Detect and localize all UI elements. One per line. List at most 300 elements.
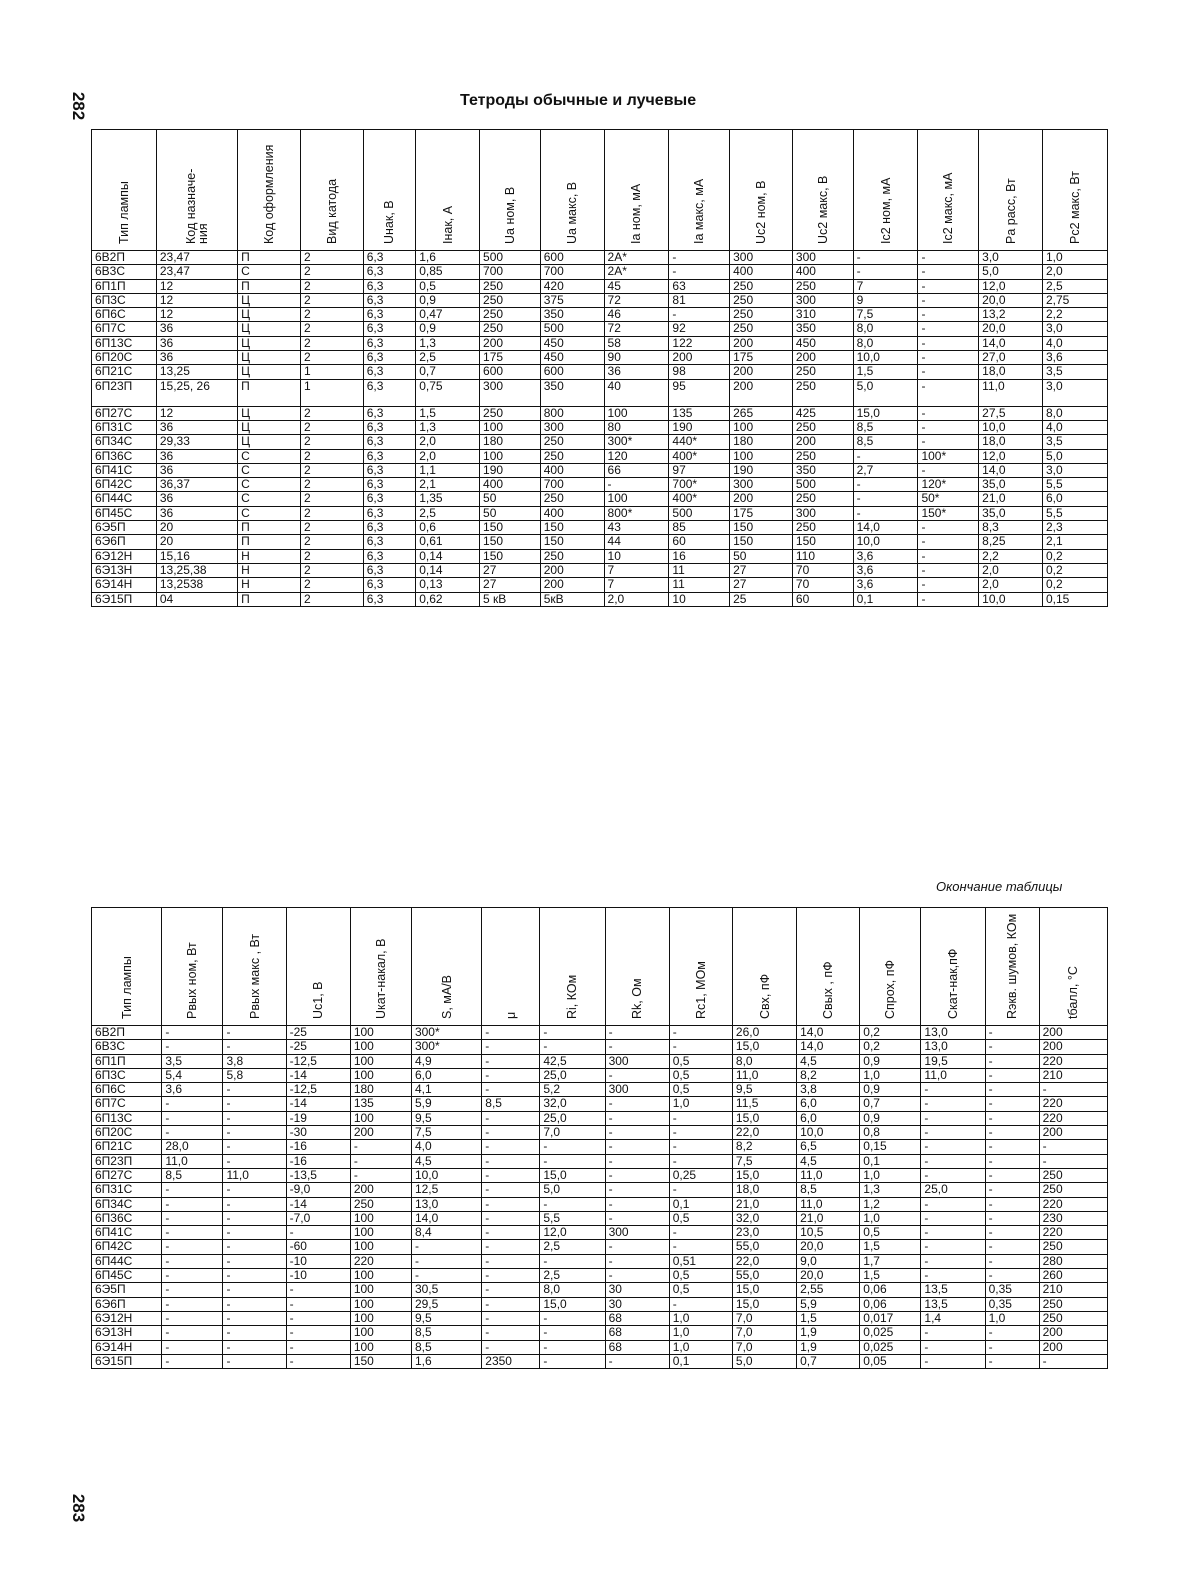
table-cell: - — [918, 406, 979, 420]
table-cell: 1,7 — [860, 1254, 921, 1268]
table-cell: 250 — [540, 549, 604, 563]
table-cell: - — [350, 1154, 411, 1168]
table-cell: - — [669, 1297, 732, 1311]
table-cell: 4,5 — [797, 1054, 860, 1068]
table-cell: 2 — [300, 492, 363, 506]
table-cell: 700 — [540, 265, 604, 279]
table-cell: - — [669, 1126, 732, 1140]
table-cell: 15,0 — [540, 1297, 605, 1311]
table-cell: - — [540, 1197, 605, 1211]
table-cell: 6П34С — [92, 435, 157, 449]
table-cell: 6,3 — [363, 492, 415, 506]
column-header-label: Uнак, В — [382, 200, 397, 244]
table-cell: - — [985, 1340, 1039, 1354]
table-cell: - — [162, 1240, 223, 1254]
table-cell: 600 — [540, 251, 604, 265]
table-cell: - — [1039, 1083, 1107, 1097]
table-cell: 250 — [792, 521, 853, 535]
table-cell: 1 — [300, 379, 363, 406]
table-cell: 6П6С — [92, 1083, 162, 1097]
table-cell: - — [985, 1240, 1039, 1254]
table-cell: 200 — [1039, 1040, 1107, 1054]
table-cell: 27 — [480, 578, 541, 592]
table-cell: 6П27С — [92, 406, 157, 420]
table-cell: 18,0 — [979, 365, 1043, 379]
column-header — [286, 908, 350, 1026]
table-cell: 1,2 — [860, 1197, 921, 1211]
table-row — [92, 1140, 1108, 1154]
table-cell: 800* — [604, 506, 669, 520]
table-cell: 0,017 — [860, 1311, 921, 1325]
table-cell: 27 — [730, 563, 793, 577]
table-cell: 2 — [300, 336, 363, 350]
table-cell: 8,0 — [853, 336, 918, 350]
table-cell: 4,1 — [411, 1083, 481, 1097]
table-cell: 6,3 — [363, 251, 415, 265]
table-cell: 200 — [730, 379, 793, 406]
table-cell: 300 — [605, 1083, 669, 1097]
table-cell: 10,0 — [979, 420, 1043, 434]
column-header-label: Uс1, В — [311, 981, 326, 1019]
table-cell: 2,0 — [979, 563, 1043, 577]
column-header — [860, 908, 921, 1026]
table-cell: 8,5 — [482, 1097, 540, 1111]
table-cell: 22,0 — [732, 1254, 796, 1268]
column-header — [363, 130, 415, 251]
table-row — [92, 1126, 1108, 1140]
table-cell: 800 — [540, 406, 604, 420]
table-cell: 1,5 — [860, 1269, 921, 1283]
table-cell: 7,0 — [540, 1126, 605, 1140]
table-cell: 300* — [604, 435, 669, 449]
table-cell: 6П13С — [92, 1111, 162, 1125]
table-cell: 14,0 — [797, 1026, 860, 1040]
table-cell: 11,0 — [979, 379, 1043, 406]
table-cell: 6,3 — [363, 478, 415, 492]
table-cell: 58 — [604, 336, 669, 350]
column-header — [540, 908, 605, 1026]
table-row — [92, 1097, 1108, 1111]
table-cell: 5,9 — [411, 1097, 481, 1111]
table-cell: 6,3 — [363, 265, 415, 279]
table-cell: - — [482, 1140, 540, 1154]
table-cell: -25 — [286, 1040, 350, 1054]
table-cell: - — [921, 1111, 985, 1125]
table-cell: 350 — [792, 463, 853, 477]
table-cell: 5,4 — [162, 1068, 223, 1082]
table-cell: 14,0 — [411, 1211, 481, 1225]
table-cell: 0,51 — [669, 1254, 732, 1268]
table-cell: 0,2 — [1042, 563, 1107, 577]
table-cell: 25,0 — [540, 1068, 605, 1082]
table-cell: 200 — [792, 435, 853, 449]
table-cell: - — [223, 1226, 286, 1240]
table-cell: 100 — [604, 406, 669, 420]
column-header-label: Uа ном, В — [502, 186, 517, 244]
table-cell: 0,5 — [669, 1283, 732, 1297]
table-cell: 6,3 — [363, 322, 415, 336]
table-cell: 8,5 — [162, 1168, 223, 1182]
table-cell: 1,0 — [1042, 251, 1107, 265]
table-cell: 6,3 — [363, 336, 415, 350]
table-cell: 6Э15П — [92, 592, 157, 606]
table-cell: 7 — [604, 578, 669, 592]
table-cell: - — [223, 1211, 286, 1225]
table-cell: - — [223, 1311, 286, 1325]
table-cell: - — [918, 521, 979, 535]
table-row — [92, 1354, 1108, 1368]
table-cell: - — [540, 1326, 605, 1340]
table-row — [92, 1326, 1108, 1340]
table-cell: 200 — [480, 336, 541, 350]
table-cell: С — [238, 478, 301, 492]
table-cell: - — [921, 1326, 985, 1340]
table-cell: - — [669, 251, 730, 265]
table-cell: - — [540, 1340, 605, 1354]
table-cell: 2350 — [482, 1354, 540, 1368]
table-cell: - — [921, 1354, 985, 1368]
table-cell: 1,0 — [860, 1168, 921, 1182]
table-row — [92, 1269, 1108, 1283]
table-cell: 1,9 — [797, 1340, 860, 1354]
table-cell: 6П23П — [92, 1154, 162, 1168]
tetrode-table-continuation — [91, 907, 1108, 1369]
table-cell: 11,0 — [162, 1154, 223, 1168]
table-cell: 100 — [350, 1240, 411, 1254]
column-header-label: Uс2 ном, В — [754, 180, 768, 244]
table-cell: -25 — [286, 1026, 350, 1040]
table-cell: - — [918, 351, 979, 365]
table-cell: 2,5 — [1042, 279, 1107, 293]
table-cell: 0,5 — [669, 1083, 732, 1097]
table-cell: 6,0 — [1042, 492, 1107, 506]
table-cell: 11,0 — [921, 1068, 985, 1082]
table-cell: 0,2 — [860, 1026, 921, 1040]
table-cell: 36,37 — [156, 478, 237, 492]
table-cell: 200 — [540, 563, 604, 577]
table-cell: - — [853, 506, 918, 520]
table-row — [92, 293, 1108, 307]
table-cell: 27,5 — [979, 406, 1043, 420]
table-cell: 400 — [540, 506, 604, 520]
table-cell: 40 — [604, 379, 669, 406]
table-cell: 98 — [669, 365, 730, 379]
table-cell: 6,3 — [363, 406, 415, 420]
table-cell: - — [162, 1026, 223, 1040]
table-cell: 6П44С — [92, 492, 157, 506]
table-cell: 0,5 — [860, 1226, 921, 1240]
table-cell: 15,16 — [156, 549, 237, 563]
table-cell: 2,2 — [1042, 308, 1107, 322]
table-cell: 0,7 — [416, 365, 480, 379]
table-cell: 1,0 — [669, 1311, 732, 1325]
table-cell: 20,0 — [797, 1240, 860, 1254]
table-cell: 200 — [350, 1183, 411, 1197]
table-cell: 2,0 — [416, 449, 480, 463]
table-continuation-label: Окончание таблицы — [936, 879, 1063, 894]
table-cell: 12,0 — [540, 1226, 605, 1240]
table-cell: - — [482, 1297, 540, 1311]
table-cell: 300 — [792, 251, 853, 265]
table-cell: - — [162, 1111, 223, 1125]
table-cell: 60 — [669, 535, 730, 549]
table-cell: - — [918, 308, 979, 322]
table-cell: 400 — [480, 478, 541, 492]
table-cell: П — [238, 521, 301, 535]
table-cell: 2,0 — [1042, 265, 1107, 279]
table-cell: 500 — [480, 251, 541, 265]
table-cell: - — [162, 1297, 223, 1311]
table-cell: 3,5 — [1042, 435, 1107, 449]
table-cell: 190 — [669, 420, 730, 434]
table-cell: 2,0 — [416, 435, 480, 449]
table-cell: 5,0 — [1042, 449, 1107, 463]
table-cell: 700 — [540, 478, 604, 492]
table-cell: 6П41С — [92, 1226, 162, 1240]
table-cell: 8,5 — [853, 420, 918, 434]
table-cell: 4,5 — [411, 1154, 481, 1168]
table-cell: 250 — [1039, 1168, 1107, 1182]
table-row — [92, 463, 1108, 477]
table-cell: - — [286, 1311, 350, 1325]
table-cell: -10 — [286, 1269, 350, 1283]
table-cell: - — [482, 1283, 540, 1297]
column-header-label: Iа макс, мА — [692, 178, 707, 244]
table-cell: -30 — [286, 1126, 350, 1140]
table-cell: -19 — [286, 1111, 350, 1125]
table-cell: 0,7 — [860, 1097, 921, 1111]
table-cell: 10,0 — [411, 1168, 481, 1182]
table-cell: 200 — [1039, 1340, 1107, 1354]
column-header — [482, 908, 540, 1026]
table-cell: 5,8 — [223, 1068, 286, 1082]
table-cell: 12 — [156, 279, 237, 293]
column-header — [853, 130, 918, 251]
table-cell: 18,0 — [732, 1183, 796, 1197]
table-cell: 100 — [730, 420, 793, 434]
table-row — [92, 1240, 1108, 1254]
table-cell: - — [162, 1269, 223, 1283]
table-cell: 4,0 — [1042, 336, 1107, 350]
table-cell: - — [350, 1140, 411, 1154]
table-cell: 50 — [480, 506, 541, 520]
table-cell: 2,3 — [1042, 521, 1107, 535]
table-cell: - — [605, 1026, 669, 1040]
column-header — [540, 130, 604, 251]
table-cell: 13,0 — [921, 1026, 985, 1040]
table-row — [92, 1026, 1108, 1040]
table-cell: 0,7 — [797, 1354, 860, 1368]
table-row — [92, 406, 1108, 420]
table-cell: 100 — [350, 1283, 411, 1297]
table-cell: 10 — [669, 592, 730, 606]
table-cell: 0,06 — [860, 1297, 921, 1311]
table-cell: 30,5 — [411, 1283, 481, 1297]
table-cell: 4,5 — [797, 1154, 860, 1168]
table-cell: 15,0 — [732, 1168, 796, 1182]
table-cell: - — [223, 1097, 286, 1111]
table-cell: 6Э12Н — [92, 549, 157, 563]
table-cell: 36 — [156, 463, 237, 477]
table-cell: 265 — [730, 406, 793, 420]
table-cell: - — [411, 1240, 481, 1254]
table-cell: - — [985, 1211, 1039, 1225]
page-title: Тетроды обычные и лучевые — [460, 92, 697, 109]
table-cell: - — [918, 435, 979, 449]
table-cell: 10 — [604, 549, 669, 563]
table-cell: - — [223, 1083, 286, 1097]
table-cell: - — [482, 1068, 540, 1082]
table-cell: 150 — [730, 521, 793, 535]
table-cell: 6П6С — [92, 308, 157, 322]
table-cell: 1,35 — [416, 492, 480, 506]
table-cell: 5,0 — [853, 379, 918, 406]
table-cell: 6П44С — [92, 1254, 162, 1268]
table-cell: 8,25 — [979, 535, 1043, 549]
table-cell: 6П3С — [92, 1068, 162, 1082]
table-cell: 36 — [604, 365, 669, 379]
table-cell: 2 — [300, 435, 363, 449]
table-cell: 250 — [730, 322, 793, 336]
table-cell: 175 — [480, 351, 541, 365]
table-cell: 3,6 — [853, 549, 918, 563]
table-cell: 220 — [350, 1254, 411, 1268]
column-header-label: μ — [503, 1011, 518, 1019]
table-cell: 100 — [480, 420, 541, 434]
table-row — [92, 1297, 1108, 1311]
table-cell: 2 — [300, 265, 363, 279]
table-cell: 1,3 — [860, 1183, 921, 1197]
table-cell: - — [853, 251, 918, 265]
table-cell: - — [223, 1269, 286, 1283]
table-cell: 100 — [350, 1111, 411, 1125]
table-cell: С — [238, 492, 301, 506]
table-cell: - — [482, 1040, 540, 1054]
table-row — [92, 279, 1108, 293]
table-cell: 700* — [669, 478, 730, 492]
table-cell: 1,0 — [860, 1068, 921, 1082]
table-cell: 6,3 — [363, 578, 415, 592]
table-cell: 2 — [300, 563, 363, 577]
table-cell: 2 — [300, 406, 363, 420]
table-cell: - — [223, 1140, 286, 1154]
column-header — [797, 908, 860, 1026]
table-cell: 23,0 — [732, 1226, 796, 1240]
table-cell: 18,0 — [979, 435, 1043, 449]
table-row — [92, 1040, 1108, 1054]
table-cell: -10 — [286, 1254, 350, 1268]
table-cell: 100 — [350, 1326, 411, 1340]
table-cell: 11,0 — [223, 1168, 286, 1182]
table-cell: 8,3 — [979, 521, 1043, 535]
table-cell: 250 — [792, 420, 853, 434]
table-cell: 1,0 — [985, 1311, 1039, 1325]
table-cell: 2 — [300, 592, 363, 606]
table-cell: - — [853, 492, 918, 506]
table-cell: 7,5 — [732, 1154, 796, 1168]
table-cell: - — [669, 265, 730, 279]
table-cell: Ц — [238, 435, 301, 449]
table-cell: 23,47 — [156, 251, 237, 265]
table-cell: 72 — [604, 293, 669, 307]
table-cell: - — [540, 1354, 605, 1368]
column-header-label: Cвых , пФ — [821, 961, 836, 1019]
table-cell: 13,5 — [921, 1283, 985, 1297]
table-cell: - — [921, 1083, 985, 1097]
table-cell: 36 — [156, 420, 237, 434]
table-cell: 80 — [604, 420, 669, 434]
table-cell: 12,0 — [979, 449, 1043, 463]
column-header-label: Iс2 макс, мА — [941, 172, 956, 244]
table-cell: - — [918, 279, 979, 293]
table-cell: С — [238, 463, 301, 477]
table-cell: 7,5 — [411, 1126, 481, 1140]
column-header-label: Тип лампы — [116, 181, 131, 244]
column-header-label: Pвых макс , Вт — [247, 933, 262, 1019]
table-cell: 43 — [604, 521, 669, 535]
table-cell: 6П3С — [92, 293, 157, 307]
column-header-label: Pс2 макс, Вт — [1067, 170, 1082, 244]
table-cell: 2,5 — [540, 1240, 605, 1254]
table-cell: 250 — [730, 293, 793, 307]
table-cell: 1,4 — [921, 1311, 985, 1325]
table-cell: 120* — [918, 478, 979, 492]
table-cell: 15,25, 26 — [156, 379, 237, 406]
table-cell: 2,5 — [416, 506, 480, 520]
table-cell: 2 — [300, 420, 363, 434]
table-cell: 350 — [792, 322, 853, 336]
table-cell: 6,0 — [797, 1097, 860, 1111]
table-row — [92, 322, 1108, 336]
table-cell: 1,0 — [669, 1340, 732, 1354]
table-cell: 10,0 — [853, 535, 918, 549]
table-cell: 8,5 — [411, 1326, 481, 1340]
table-cell: 9,5 — [411, 1111, 481, 1125]
table-cell: 100 — [350, 1226, 411, 1240]
table-cell: 7,5 — [853, 308, 918, 322]
table-cell: 6П1П — [92, 279, 157, 293]
table-cell: - — [1039, 1354, 1107, 1368]
table-cell: 250 — [792, 492, 853, 506]
table-cell: 175 — [730, 506, 793, 520]
table-cell: 400 — [792, 265, 853, 279]
table-cell: - — [605, 1168, 669, 1182]
table-row — [92, 1283, 1108, 1297]
table-cell: - — [411, 1269, 481, 1283]
table-cell: - — [918, 322, 979, 336]
table-cell: 0,61 — [416, 535, 480, 549]
table-cell: 85 — [669, 521, 730, 535]
table-row — [92, 379, 1108, 406]
table-cell: 0,85 — [416, 265, 480, 279]
table-cell: 6,3 — [363, 365, 415, 379]
table-cell: 6П13С — [92, 336, 157, 350]
table-cell: - — [162, 1183, 223, 1197]
table-cell: - — [223, 1240, 286, 1254]
table-cell: 8,5 — [411, 1340, 481, 1354]
table-cell: 150 — [540, 535, 604, 549]
table-cell: - — [605, 1197, 669, 1211]
table-cell: 2 — [300, 279, 363, 293]
table-cell: 100 — [350, 1068, 411, 1082]
table-cell: 0,15 — [860, 1140, 921, 1154]
table-cell: 1,5 — [416, 406, 480, 420]
table-cell: - — [162, 1340, 223, 1354]
table-cell: - — [605, 1040, 669, 1054]
table-cell: - — [918, 265, 979, 279]
table-cell: 300 — [792, 506, 853, 520]
table-cell: 50 — [730, 549, 793, 563]
